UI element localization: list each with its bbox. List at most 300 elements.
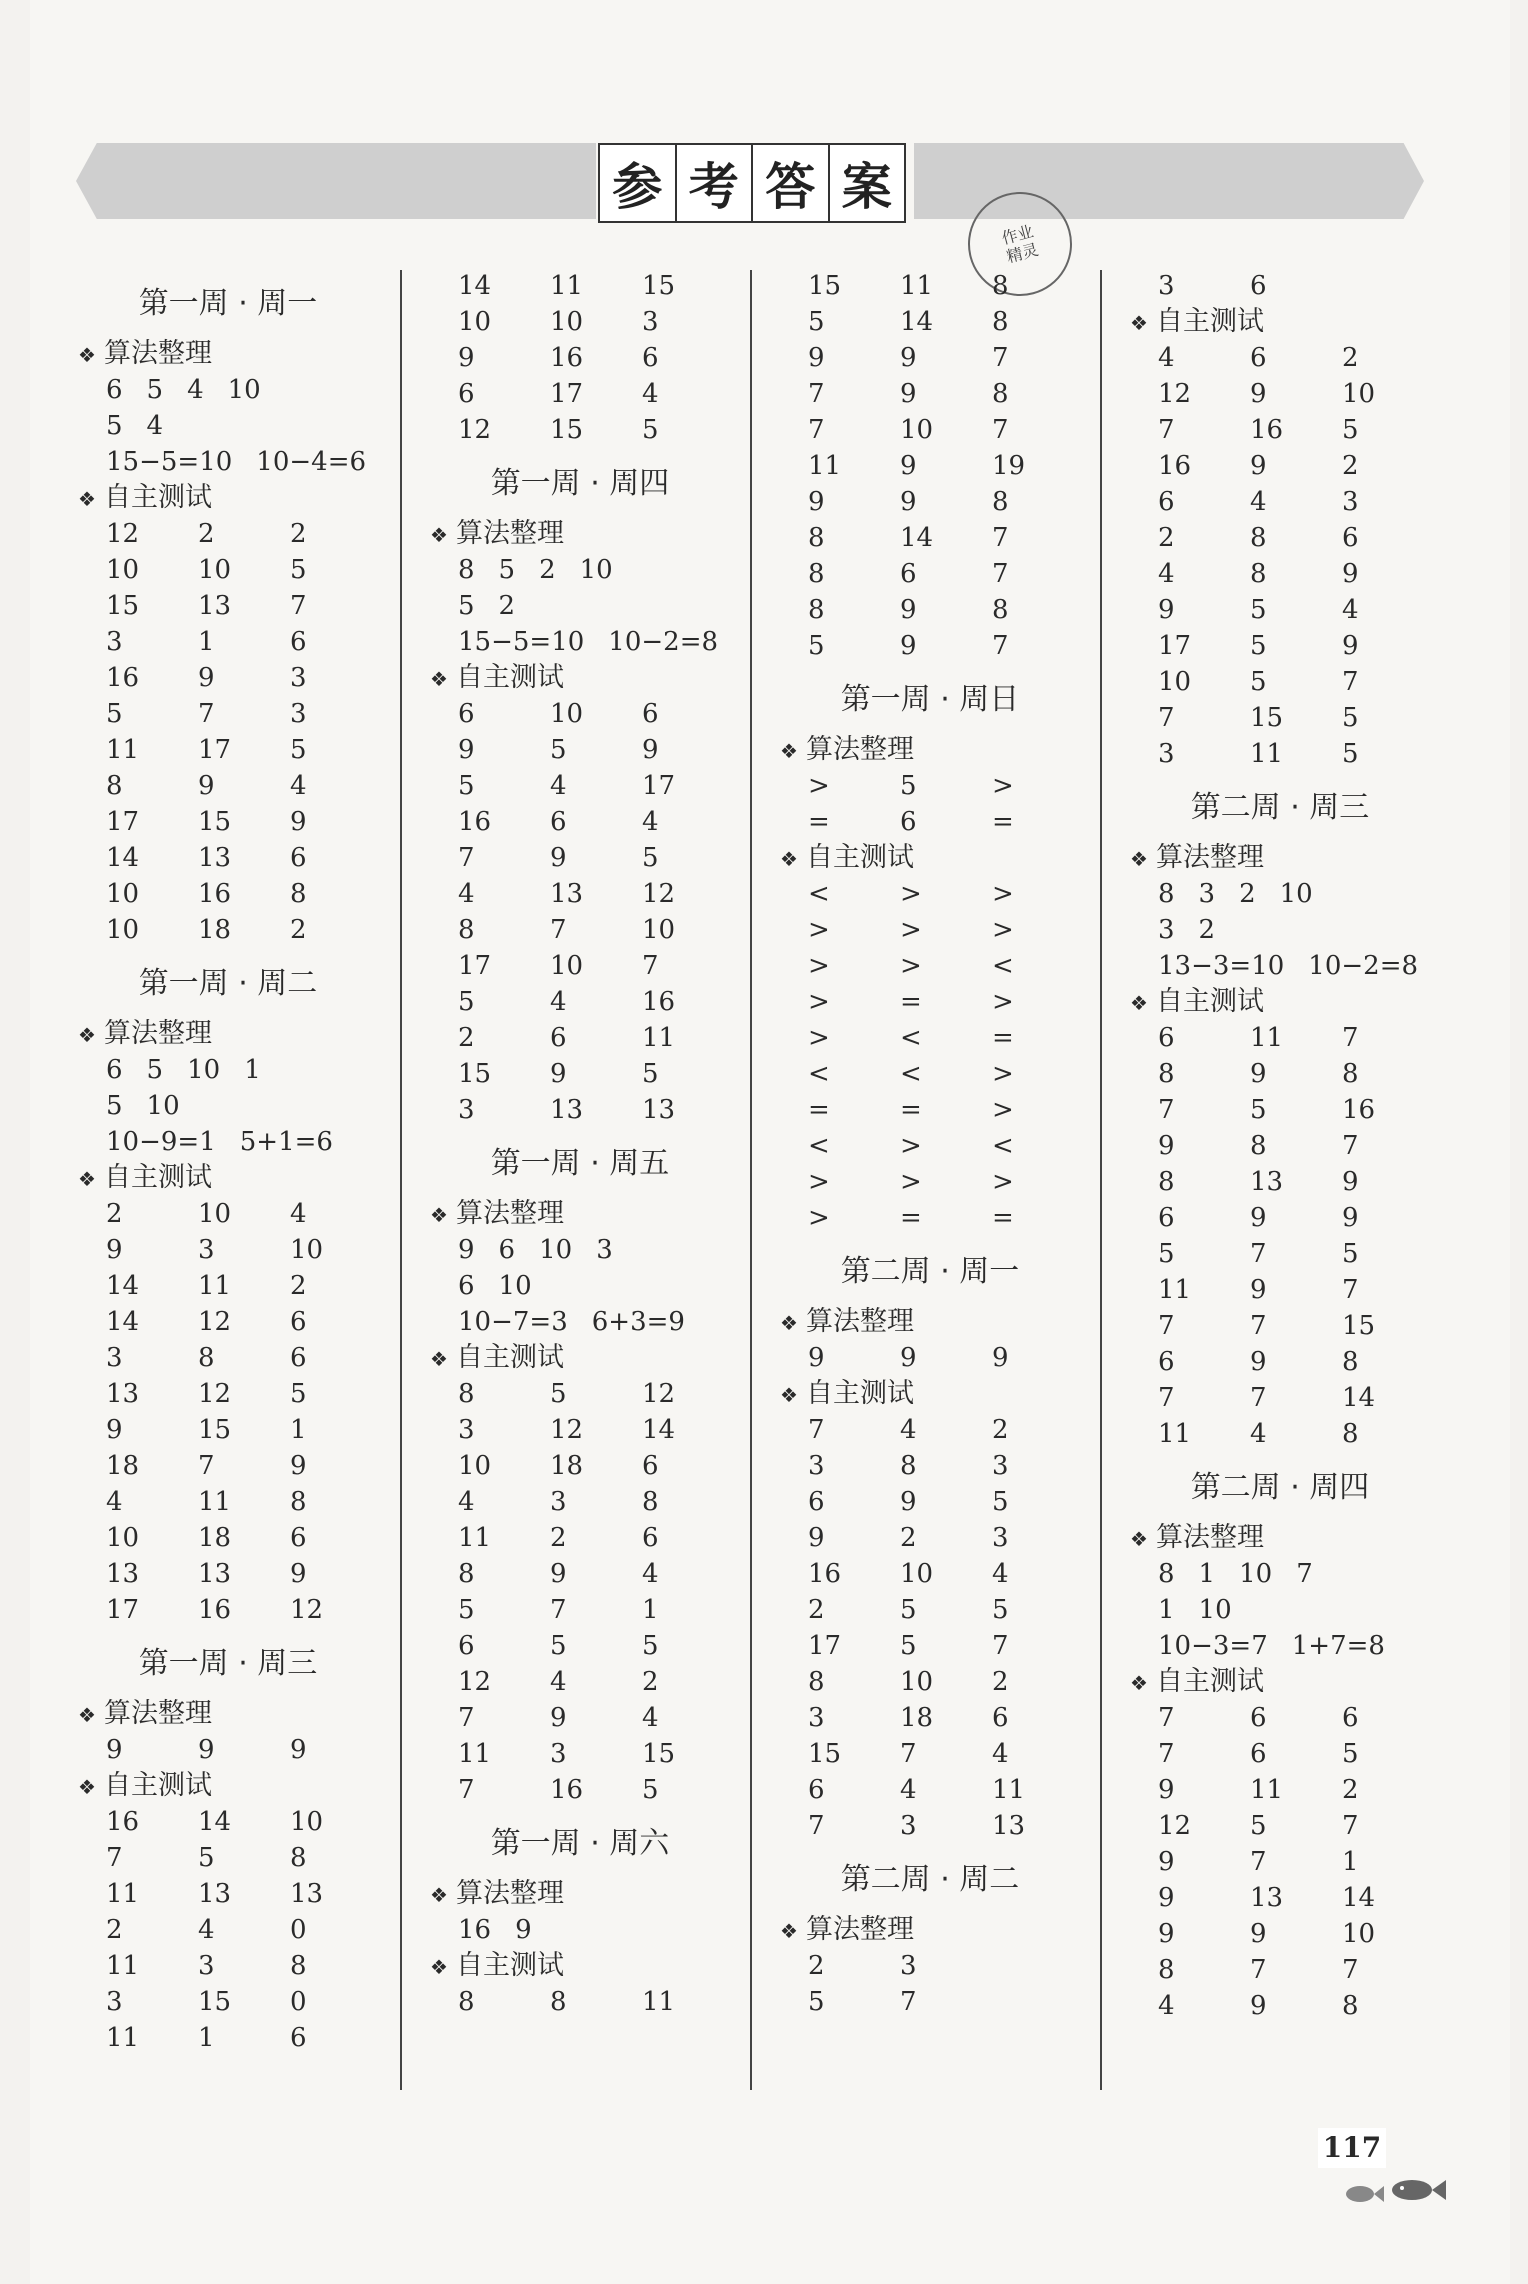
answer-row bbox=[1130, 1308, 1470, 1344]
answer-value: 6 bbox=[458, 379, 475, 409]
answer-value: 9 bbox=[808, 487, 825, 517]
answer-value: 6 bbox=[992, 1703, 1009, 1733]
answer-column-3 bbox=[780, 268, 1120, 2020]
answer-row bbox=[1130, 1380, 1470, 1416]
answer-row bbox=[780, 1808, 1120, 1844]
answer-value: 4 bbox=[642, 379, 659, 409]
answer-value: 10 bbox=[106, 1523, 140, 1553]
answer-value: 11 bbox=[900, 271, 934, 301]
answer-value: 5 bbox=[550, 1379, 567, 1409]
answer-value: 4 bbox=[1250, 1419, 1267, 1449]
answer-value: 17 bbox=[106, 1595, 140, 1625]
answer-value: 15 bbox=[642, 271, 676, 301]
answer-value: 18 bbox=[900, 1703, 934, 1733]
answer-value: 3 bbox=[198, 1235, 215, 1265]
subsection-heading bbox=[78, 1696, 418, 1732]
answer-value: 15 bbox=[198, 1415, 232, 1445]
answer-value: 2 bbox=[290, 1271, 307, 1301]
answer-value: 16 bbox=[106, 663, 140, 693]
subsection-label: 算法整理 bbox=[1156, 842, 1264, 873]
answer-value: 4 bbox=[458, 879, 475, 909]
answer-value: < bbox=[992, 1131, 1014, 1161]
answer-value: 7 bbox=[992, 415, 1009, 445]
answer-row bbox=[1130, 520, 1470, 556]
answer-value: 3 bbox=[290, 699, 307, 729]
answer-value: 12 bbox=[550, 1415, 584, 1445]
answer-row bbox=[780, 948, 1120, 984]
answer-value: 5 bbox=[1250, 631, 1267, 661]
answer-value: 5 bbox=[146, 375, 164, 405]
answer-value: 10 bbox=[550, 307, 584, 337]
answer-value: 14 bbox=[198, 1807, 232, 1837]
answer-value: 8 bbox=[992, 379, 1009, 409]
answer-value: 10 bbox=[458, 1451, 492, 1481]
answer-value: 5 bbox=[1250, 595, 1267, 625]
answer-row bbox=[430, 1448, 770, 1484]
answer-value: 9 bbox=[900, 343, 917, 373]
answer-value: 4 bbox=[642, 1559, 659, 1589]
answer-row bbox=[1130, 1556, 1470, 1592]
answer-value: 5 bbox=[1250, 667, 1267, 697]
answer-value: 17 bbox=[458, 951, 492, 981]
subsection-heading bbox=[78, 480, 418, 516]
diamond-bullet-icon: ❖ bbox=[1130, 847, 1148, 871]
title-char: 答 bbox=[753, 145, 830, 221]
subsection-label: 自主测试 bbox=[1156, 1666, 1264, 1697]
answer-row bbox=[78, 696, 418, 732]
answer-value: 14 bbox=[106, 1271, 140, 1301]
subsection-heading bbox=[780, 732, 1120, 768]
subsection-heading bbox=[1130, 984, 1470, 1020]
answer-row bbox=[1130, 1844, 1470, 1880]
answer-value: 7 bbox=[1158, 415, 1175, 445]
answer-value: > bbox=[992, 987, 1014, 1017]
answer-value: 9 bbox=[1158, 1847, 1175, 1877]
answer-value: 16 bbox=[1250, 415, 1284, 445]
answer-row bbox=[1130, 1092, 1470, 1128]
section-title: 第二周 · 周四 bbox=[1190, 1470, 1370, 1505]
answer-row bbox=[78, 1876, 418, 1912]
answer-value: < bbox=[808, 1131, 830, 1161]
answer-value: 8 bbox=[290, 879, 307, 909]
answer-row bbox=[78, 660, 418, 696]
answer-value: 7 bbox=[1158, 1311, 1175, 1341]
answer-row bbox=[430, 1092, 770, 1128]
answer-value: 5 bbox=[1342, 415, 1359, 445]
answer-row bbox=[78, 1984, 418, 2020]
answer-row bbox=[78, 1592, 418, 1628]
answer-row bbox=[780, 1092, 1120, 1128]
answer-value: 17 bbox=[550, 379, 584, 409]
answer-value: 5 bbox=[1342, 739, 1359, 769]
answer-value: 4 bbox=[290, 771, 307, 801]
answer-value: 6 bbox=[1342, 1703, 1359, 1733]
answer-value: 2 bbox=[290, 519, 307, 549]
answer-row bbox=[1130, 340, 1470, 376]
answer-value: 7 bbox=[290, 591, 307, 621]
answer-value: 16 bbox=[808, 1559, 842, 1589]
answer-value: 12 bbox=[642, 879, 676, 909]
answer-value: 9 bbox=[550, 1059, 567, 1089]
answer-value: 6 bbox=[290, 1307, 307, 1337]
answer-value: 3 bbox=[596, 1235, 613, 1265]
answer-row bbox=[78, 2020, 418, 2056]
answer-row bbox=[430, 1268, 770, 1304]
answer-value: 9 bbox=[808, 1523, 825, 1553]
answer-value: 14 bbox=[106, 843, 140, 873]
answer-value: 10−2=8 bbox=[608, 627, 719, 657]
diamond-bullet-icon: ❖ bbox=[780, 1311, 798, 1335]
answer-value: 5 bbox=[1342, 1739, 1359, 1769]
answer-value: 5 bbox=[106, 699, 123, 729]
answer-row bbox=[780, 1664, 1120, 1700]
answer-value: 6 bbox=[1250, 343, 1267, 373]
answer-value: 4 bbox=[187, 375, 204, 405]
answer-value: 17 bbox=[198, 735, 232, 765]
answer-value: > bbox=[808, 1023, 830, 1053]
answer-row bbox=[78, 840, 418, 876]
answer-value: = bbox=[900, 1203, 922, 1233]
answer-value: 4 bbox=[1158, 1991, 1175, 2021]
subsection-label: 算法整理 bbox=[1156, 1522, 1264, 1553]
subsection-label: 自主测试 bbox=[456, 1950, 564, 1981]
answer-value: 3 bbox=[808, 1451, 825, 1481]
answer-value: 10−4=6 bbox=[256, 447, 367, 477]
answer-value: 10 bbox=[1342, 379, 1376, 409]
answer-row bbox=[1130, 700, 1470, 736]
header-band-left bbox=[76, 143, 596, 219]
answer-row bbox=[78, 1520, 418, 1556]
answer-row bbox=[1130, 556, 1470, 592]
answer-value: 13 bbox=[106, 1379, 140, 1409]
answer-value: 13 bbox=[1250, 1167, 1284, 1197]
diamond-bullet-icon: ❖ bbox=[430, 1955, 448, 1979]
answer-value: 11 bbox=[1250, 739, 1284, 769]
answer-value: 8 bbox=[1158, 1167, 1175, 1197]
answer-value: 8 bbox=[458, 1987, 475, 2017]
answer-value: 11 bbox=[198, 1271, 232, 1301]
answer-value: 5 bbox=[900, 771, 917, 801]
answer-value: 17 bbox=[1158, 631, 1192, 661]
answer-value: 4 bbox=[1158, 343, 1175, 373]
answer-value: 8 bbox=[290, 1951, 307, 1981]
answer-value: > bbox=[992, 915, 1014, 945]
answer-value: 7 bbox=[992, 1631, 1009, 1661]
answer-value: > bbox=[900, 915, 922, 945]
answer-value: 5 bbox=[992, 1595, 1009, 1625]
subsection-label: 自主测试 bbox=[1156, 306, 1264, 337]
answer-value: 7 bbox=[808, 379, 825, 409]
answer-value: 9 bbox=[106, 1735, 123, 1765]
answer-value: 14 bbox=[900, 523, 934, 553]
answer-value: 5 bbox=[550, 1631, 567, 1661]
fish-decoration-icon bbox=[1330, 2170, 1450, 2210]
answer-row bbox=[780, 340, 1120, 376]
answer-row bbox=[1130, 1344, 1470, 1380]
answer-value: 8 bbox=[1158, 1059, 1175, 1089]
answer-value: 5 bbox=[146, 1055, 164, 1085]
answer-value: 10 bbox=[198, 555, 232, 585]
answer-row bbox=[780, 1592, 1120, 1628]
answer-value: 1 bbox=[1158, 1595, 1175, 1625]
answer-value: 2 bbox=[808, 1951, 825, 1981]
answer-row bbox=[780, 1948, 1120, 1984]
answer-row bbox=[1130, 484, 1470, 520]
answer-value: 16 bbox=[106, 1807, 140, 1837]
answer-value: 3 bbox=[900, 1951, 917, 1981]
subsection-label: 算法整理 bbox=[806, 1914, 914, 1945]
answer-value: 13 bbox=[198, 843, 232, 873]
answer-value: 15 bbox=[550, 415, 584, 445]
answer-value: 2 bbox=[106, 1199, 123, 1229]
section-title: 第二周 · 周二 bbox=[840, 1862, 1020, 1897]
answer-value: 3 bbox=[458, 1415, 475, 1445]
answer-value: 11 bbox=[992, 1775, 1026, 1805]
diamond-bullet-icon: ❖ bbox=[1130, 1527, 1148, 1551]
answer-value: > bbox=[808, 771, 830, 801]
answer-value: 8 bbox=[290, 1487, 307, 1517]
diamond-bullet-icon: ❖ bbox=[78, 1703, 96, 1727]
answer-row bbox=[78, 1804, 418, 1840]
subsection-label: 自主测试 bbox=[456, 1342, 564, 1373]
answer-value: 4 bbox=[992, 1559, 1009, 1589]
answer-value: 10 bbox=[458, 307, 492, 337]
answer-value: 12 bbox=[1158, 379, 1192, 409]
answer-value: 17 bbox=[642, 771, 676, 801]
answer-row bbox=[78, 1912, 418, 1948]
answer-value: 10 bbox=[1279, 879, 1313, 909]
answer-row bbox=[780, 1020, 1120, 1056]
answer-row bbox=[1130, 412, 1470, 448]
answer-row bbox=[780, 1520, 1120, 1556]
subsection-heading bbox=[430, 1196, 770, 1232]
answer-value: 11 bbox=[1250, 1023, 1284, 1053]
answer-value: 14 bbox=[106, 1307, 140, 1337]
answer-row bbox=[1130, 1200, 1470, 1236]
subsection-heading bbox=[1130, 1664, 1470, 1700]
answer-value: 5 bbox=[642, 843, 659, 873]
answer-value: 9 bbox=[1250, 1347, 1267, 1377]
answer-value: 10 bbox=[106, 915, 140, 945]
answer-value: 11 bbox=[458, 1523, 492, 1553]
answer-row bbox=[780, 1340, 1120, 1376]
answer-value: 9 bbox=[198, 771, 215, 801]
diamond-bullet-icon: ❖ bbox=[430, 1347, 448, 1371]
section-title: 第一周 · 周日 bbox=[840, 682, 1020, 717]
answer-value: 17 bbox=[808, 1631, 842, 1661]
subsection-label: 算法整理 bbox=[456, 1198, 564, 1229]
answer-value: 4 bbox=[106, 1487, 123, 1517]
answer-row bbox=[1130, 948, 1470, 984]
answer-value: 6 bbox=[290, 627, 307, 657]
answer-value: 6+3=9 bbox=[591, 1307, 685, 1337]
answer-value: 5 bbox=[1158, 1239, 1175, 1269]
answer-value: 9 bbox=[1250, 1919, 1267, 1949]
answer-value: 3 bbox=[1342, 487, 1359, 517]
answer-value: 9 bbox=[1158, 1919, 1175, 1949]
answer-row bbox=[430, 1520, 770, 1556]
answer-row bbox=[78, 1556, 418, 1592]
answer-value: 2 bbox=[550, 1523, 567, 1553]
answer-value: = bbox=[808, 1095, 830, 1125]
answer-row bbox=[780, 804, 1120, 840]
answer-value: 3 bbox=[550, 1487, 567, 1517]
answer-value: 6 bbox=[1158, 1347, 1175, 1377]
answer-value: 7 bbox=[1158, 1703, 1175, 1733]
answer-value: > bbox=[992, 879, 1014, 909]
answer-value: 5 bbox=[642, 1631, 659, 1661]
answer-value: 8 bbox=[642, 1487, 659, 1517]
answer-value: 4 bbox=[550, 1667, 567, 1697]
answer-value: 8 bbox=[458, 1559, 475, 1589]
answer-value: 14 bbox=[458, 271, 492, 301]
answer-row bbox=[780, 304, 1120, 340]
answer-value: 8 bbox=[900, 1451, 917, 1481]
answer-value: 9 bbox=[550, 1703, 567, 1733]
answer-row bbox=[780, 1200, 1120, 1236]
diamond-bullet-icon: ❖ bbox=[78, 1023, 96, 1047]
answer-row bbox=[430, 1484, 770, 1520]
answer-row bbox=[78, 732, 418, 768]
page-title bbox=[598, 143, 906, 223]
section-title: 第一周 · 周五 bbox=[490, 1146, 670, 1181]
answer-value: > bbox=[900, 951, 922, 981]
answer-value: 4 bbox=[198, 1915, 215, 1945]
answer-row bbox=[1130, 448, 1470, 484]
answer-row bbox=[780, 592, 1120, 628]
answer-row bbox=[430, 768, 770, 804]
answer-row bbox=[78, 1412, 418, 1448]
subsection-heading bbox=[78, 1768, 418, 1804]
answer-value: 12 bbox=[458, 415, 492, 445]
answer-row bbox=[780, 876, 1120, 912]
answer-value: 10 bbox=[900, 1559, 934, 1589]
answer-row bbox=[1130, 376, 1470, 412]
answer-value: 16 bbox=[198, 1595, 232, 1625]
answer-row bbox=[1130, 1628, 1470, 1664]
answer-value: 3 bbox=[106, 1987, 123, 2017]
subsection-heading bbox=[780, 840, 1120, 876]
answer-value: > bbox=[992, 771, 1014, 801]
subsection-heading bbox=[430, 660, 770, 696]
answer-value: 12 bbox=[1158, 1811, 1192, 1841]
answer-value: 4 bbox=[900, 1415, 917, 1445]
section-title: 第二周 · 周一 bbox=[840, 1254, 1020, 1289]
subsection-heading bbox=[1130, 1520, 1470, 1556]
answer-value: 3 bbox=[458, 1095, 475, 1125]
answer-row bbox=[78, 372, 418, 408]
answer-value: > bbox=[808, 915, 830, 945]
answer-row bbox=[430, 340, 770, 376]
subsection-label: 算法整理 bbox=[104, 1018, 212, 1049]
answer-value: 9 bbox=[1158, 1775, 1175, 1805]
answer-value: 2 bbox=[900, 1523, 917, 1553]
answer-value: 19 bbox=[992, 451, 1026, 481]
title-char: 考 bbox=[677, 145, 754, 221]
answer-value: 12 bbox=[198, 1379, 232, 1409]
answer-row bbox=[1130, 664, 1470, 700]
answer-value: 9 bbox=[1250, 1991, 1267, 2021]
diamond-bullet-icon: ❖ bbox=[430, 667, 448, 691]
answer-value: 5 bbox=[290, 1379, 307, 1409]
answer-value: 5 bbox=[458, 771, 475, 801]
answer-row bbox=[78, 1840, 418, 1876]
answer-value: 3 bbox=[290, 663, 307, 693]
answer-value: 9 bbox=[900, 1487, 917, 1517]
answer-value: > bbox=[992, 1167, 1014, 1197]
answer-row bbox=[78, 1376, 418, 1412]
answer-value: 16 bbox=[198, 879, 232, 909]
section-title: 第一周 · 周六 bbox=[490, 1826, 670, 1861]
answer-value: 8 bbox=[1250, 523, 1267, 553]
answer-value: 5 bbox=[642, 415, 659, 445]
answer-value: 7 bbox=[808, 1415, 825, 1445]
answer-value: 10 bbox=[106, 879, 140, 909]
answer-value: 7 bbox=[106, 1843, 123, 1873]
answer-value: 18 bbox=[106, 1451, 140, 1481]
answer-value: 9 bbox=[642, 735, 659, 765]
answer-row bbox=[78, 876, 418, 912]
answer-row bbox=[78, 1196, 418, 1232]
answer-value: 7 bbox=[1342, 1023, 1359, 1053]
answer-row bbox=[78, 516, 418, 552]
answer-row bbox=[430, 1592, 770, 1628]
diamond-bullet-icon: ❖ bbox=[78, 343, 96, 367]
answer-value: 16 bbox=[458, 807, 492, 837]
answer-value: 10 bbox=[1198, 1595, 1232, 1625]
answer-row bbox=[430, 1700, 770, 1736]
diamond-bullet-icon: ❖ bbox=[780, 739, 798, 763]
answer-value: 7 bbox=[992, 523, 1009, 553]
answer-value: 8 bbox=[1158, 1955, 1175, 1985]
answer-value: 8 bbox=[992, 307, 1009, 337]
answer-value: 7 bbox=[1250, 1239, 1267, 1269]
answer-row bbox=[1130, 628, 1470, 664]
answer-value: 1 bbox=[198, 2023, 215, 2053]
answer-value: 5+1=6 bbox=[239, 1127, 333, 1157]
answer-value: 6 bbox=[550, 1023, 567, 1053]
answer-row bbox=[78, 1732, 418, 1768]
answer-value: 17 bbox=[106, 807, 140, 837]
answer-row bbox=[1130, 1020, 1470, 1056]
answer-value: 8 bbox=[808, 523, 825, 553]
answer-row bbox=[78, 552, 418, 588]
answer-row bbox=[430, 840, 770, 876]
answer-value: 5 bbox=[198, 1843, 215, 1873]
subsection-heading bbox=[780, 1304, 1120, 1340]
answer-value: 10 bbox=[1158, 667, 1192, 697]
answer-value: 18 bbox=[198, 1523, 232, 1553]
answer-value: 7 bbox=[900, 1987, 917, 2017]
answer-value: 7 bbox=[458, 1775, 475, 1805]
answer-row bbox=[1130, 1128, 1470, 1164]
subsection-heading bbox=[780, 1376, 1120, 1412]
answer-value: 1 bbox=[244, 1055, 261, 1085]
answer-value: 6 bbox=[1158, 1023, 1175, 1053]
answer-value: 14 bbox=[1342, 1883, 1376, 1913]
answer-value: 6 bbox=[642, 1451, 659, 1481]
subsection-label: 自主测试 bbox=[456, 662, 564, 693]
diamond-bullet-icon: ❖ bbox=[430, 1203, 448, 1227]
answer-value: 4 bbox=[1342, 595, 1359, 625]
answer-value: 16 bbox=[1158, 451, 1192, 481]
answer-value: 8 bbox=[458, 915, 475, 945]
answer-value: 9 bbox=[900, 487, 917, 517]
answer-row bbox=[780, 628, 1120, 664]
answer-value: > bbox=[900, 1131, 922, 1161]
answer-value: 11 bbox=[106, 2023, 140, 2053]
answer-value: 7 bbox=[550, 1595, 567, 1625]
